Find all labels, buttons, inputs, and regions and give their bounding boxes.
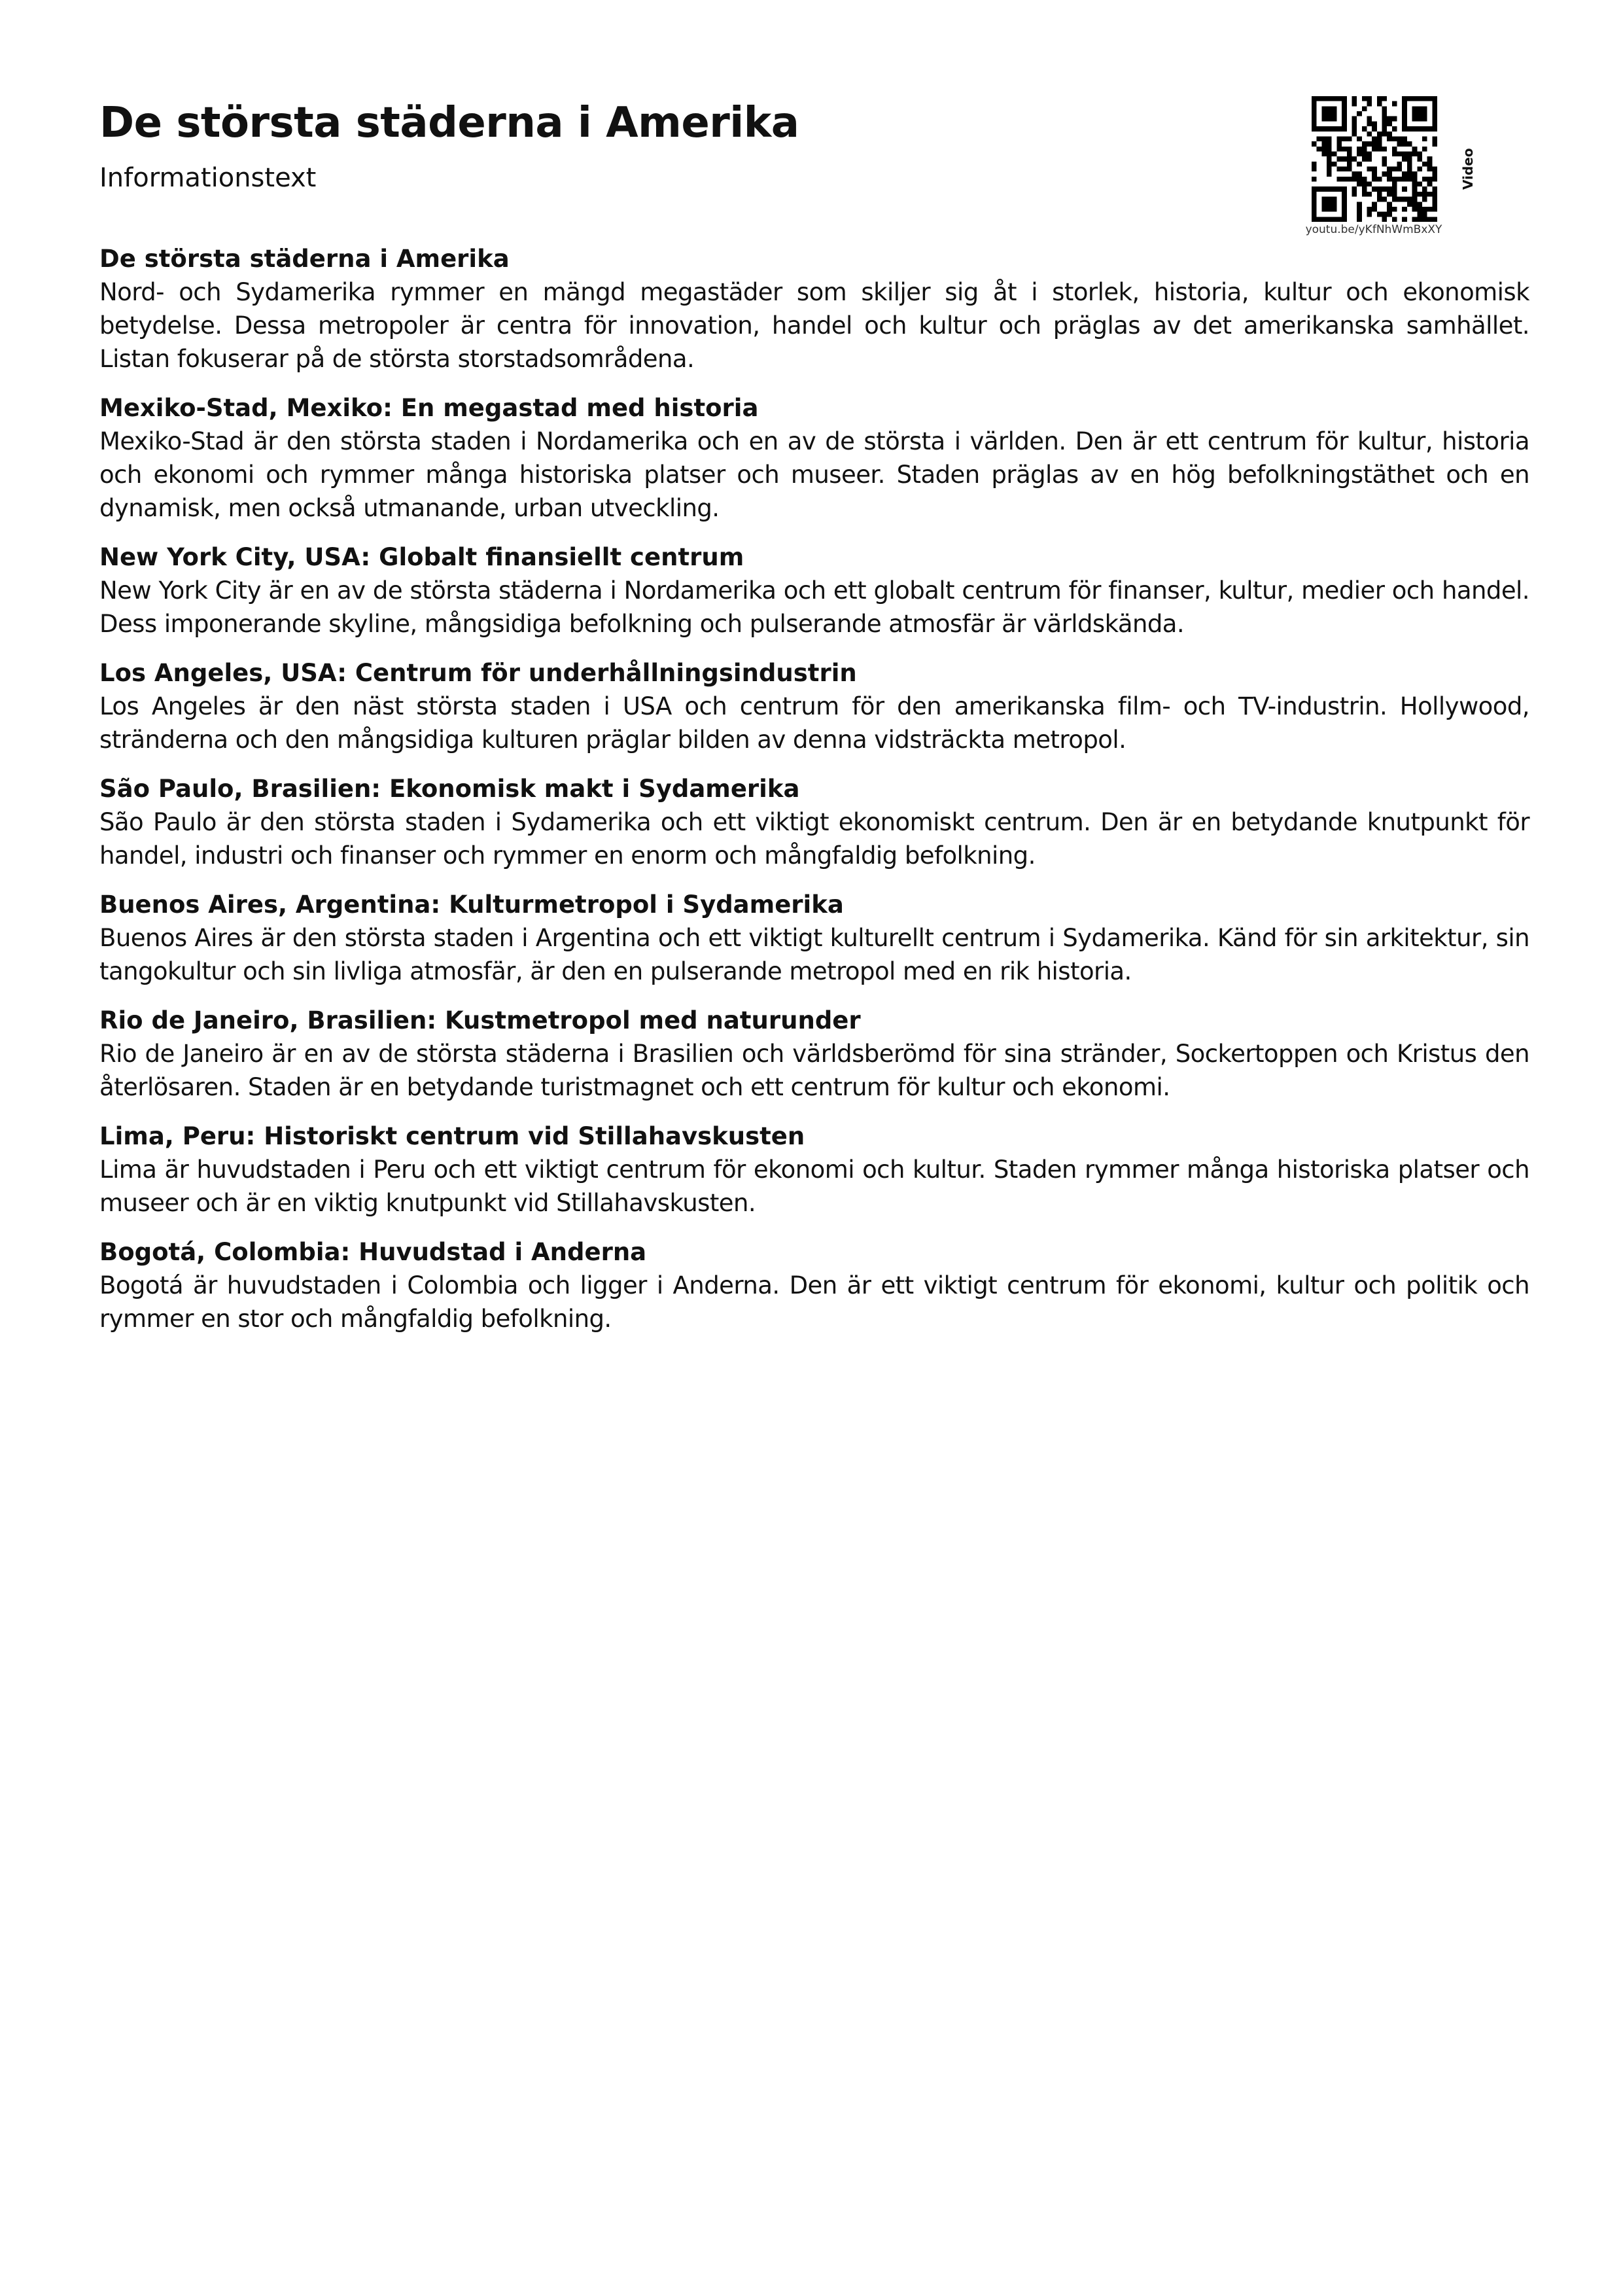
- section-mexico-city: [99, 391, 1529, 525]
- section-new-york: [99, 540, 1529, 641]
- section-los-angeles: [99, 656, 1529, 756]
- video-url[interactable]: youtu.be/yKfNhWmBxXY: [1305, 223, 1442, 236]
- section-heading: Bogotá, Colombia: Huvudstad i Anderna: [99, 1238, 647, 1266]
- section-lima: [99, 1120, 1529, 1220]
- section-text: Rio de Janeiro är en av de största städerna i Brasilien och världsberömd för sina stränder, Sockertoppen och Kristus den återlösaren. Staden är en betydande turistmagnet och ett centrum för kultur och ekonomi.: [99, 1040, 1529, 1101]
- section-heading: Los Angeles, USA: Centrum för underhållningsindustrin: [99, 659, 857, 687]
- section-heading: São Paulo, Brasilien: Ekonomisk makt i Sydamerika: [99, 775, 800, 803]
- page-title: De största städerna i Amerika: [99, 99, 799, 147]
- section-heading: New York City, USA: Globalt finansiellt centrum: [99, 543, 744, 571]
- section-text: Lima är huvudstaden i Peru och ett viktigt centrum för ekonomi och kultur. Staden rymmer många historiska platser och museer och är en viktig knutpunkt vid Stillahavskusten.: [99, 1156, 1529, 1217]
- section-text: Los Angeles är den näst största staden i USA och centrum för den amerikanska film- och TV-industrin. Hollywood, stränderna och den mångsidiga kulturen präglar bilden av denna vidsträckta metropol.: [99, 692, 1529, 754]
- section-heading: Mexiko-Stad, Mexiko: En megastad med historia: [99, 394, 759, 422]
- document-body: [99, 242, 1529, 1351]
- section-bogota: [99, 1235, 1529, 1335]
- section-rio-de-janeiro: [99, 1004, 1529, 1104]
- page-subtitle: Informationstext: [99, 163, 317, 193]
- video-label: Video: [1460, 148, 1476, 190]
- section-text: New York City är en av de största städerna i Nordamerika och ett globalt centrum för finanser, kultur, medier och handel. Dess imponerande skyline, mångsidiga befolkning och pulserande atmosfär är världskända.: [99, 576, 1529, 638]
- section-text: Buenos Aires är den största staden i Argentina och ett viktigt kulturellt centrum i Sydamerika. Känd för sin arkitektur, sin tangokultur och sin livliga atmosfär, är den en pulserande metropol med en rik historia.: [99, 924, 1529, 985]
- section-text: São Paulo är den största staden i Sydamerika och ett viktigt ekonomiskt centrum. Den är en betydande knutpunkt för handel, industri och finanser och rymmer en enorm och mångfaldig befolkning.: [99, 808, 1529, 870]
- section-heading: Lima, Peru: Historiskt centrum vid Stillahavskusten: [99, 1122, 805, 1150]
- qr-video-link[interactable]: [1285, 94, 1462, 244]
- section-heading: Rio de Janeiro, Brasilien: Kustmetropol med naturunder: [99, 1006, 861, 1034]
- section-text: Mexiko-Stad är den största staden i Nordamerika och en av de största i världen. Den är ett centrum för kultur, historia och ekonomi och rymmer många historiska platser och museer. Staden präglas av en hög befolkningstäthet och en dynamisk, men också utmanande, urban utveckling.: [99, 427, 1529, 522]
- section-buenos-aires: [99, 888, 1529, 988]
- section-text: Nord- och Sydamerika rymmer en mängd megastäder som skiljer sig åt i storlek, historia, kultur och ekonomisk betydelse. Dessa metropoler är centra för innovation, handel och kultur och präglas av det amerikanska samhället. Listan fokuserar på de största storstadsområdena.: [99, 278, 1529, 373]
- section-sao-paulo: [99, 772, 1529, 872]
- section-intro: [99, 242, 1529, 376]
- section-heading: De största städerna i Amerika: [99, 245, 510, 273]
- section-text: Bogotá är huvudstaden i Colombia och ligger i Anderna. Den är ett viktigt centrum för ekonomi, kultur och politik och rymmer en stor och mångfaldig befolkning.: [99, 1271, 1529, 1333]
- qr-code-icon[interactable]: [1312, 96, 1437, 222]
- section-heading: Buenos Aires, Argentina: Kulturmetropol i Sydamerika: [99, 891, 844, 919]
